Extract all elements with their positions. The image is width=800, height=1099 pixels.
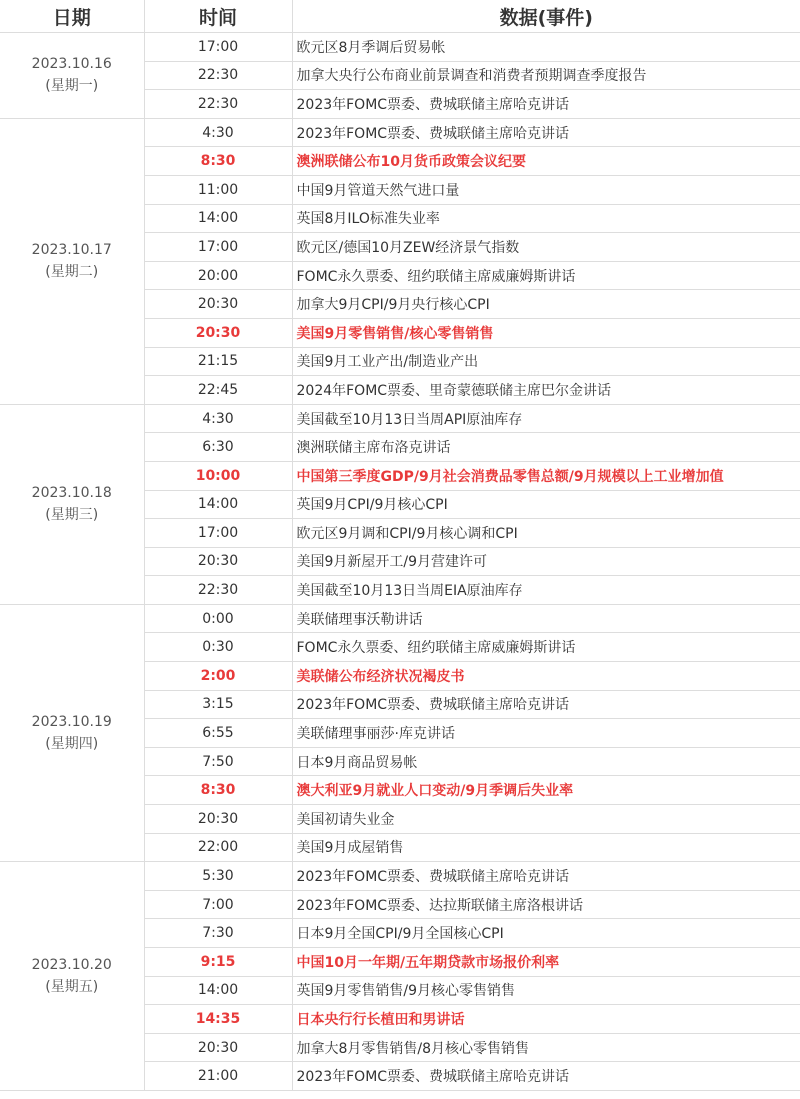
- event-cell: 中国9月管道天然气进口量: [292, 175, 800, 204]
- event-cell: 2023年FOMC票委、费城联储主席哈克讲话: [292, 862, 800, 891]
- time-cell: 7:50: [144, 747, 292, 776]
- event-cell: 美国9月零售销售/核心零售销售: [292, 318, 800, 347]
- time-cell: 21:00: [144, 1062, 292, 1091]
- event-cell: 澳洲联储主席布洛克讲话: [292, 433, 800, 462]
- time-cell: 14:00: [144, 204, 292, 233]
- time-cell: 3:15: [144, 690, 292, 719]
- date-label: 2023.10.19: [31, 714, 112, 731]
- time-cell: 0:00: [144, 604, 292, 633]
- event-cell: FOMC永久票委、纽约联储主席威廉姆斯讲话: [292, 633, 800, 662]
- date-cell: [0, 118, 144, 404]
- time-cell: 17:00: [144, 519, 292, 548]
- date-cell: [0, 604, 144, 861]
- time-cell: 11:00: [144, 175, 292, 204]
- time-column-header: 时间: [144, 0, 292, 33]
- event-cell: 日本央行行长植田和男讲话: [292, 1005, 800, 1034]
- time-cell: 17:00: [144, 33, 292, 62]
- time-cell: 21:15: [144, 347, 292, 376]
- event-cell: 加拿大央行公布商业前景调查和消费者预期调查季度报告: [292, 61, 800, 90]
- time-cell: 7:30: [144, 919, 292, 948]
- event-cell: 美联储理事沃勒讲话: [292, 604, 800, 633]
- event-cell: 加拿大8月零售销售/8月核心零售销售: [292, 1033, 800, 1062]
- time-cell: 7:00: [144, 890, 292, 919]
- event-cell: 中国10月一年期/五年期贷款市场报价利率: [292, 948, 800, 977]
- event-cell: 欧元区9月调和CPI/9月核心调和CPI: [292, 519, 800, 548]
- date-cell: [0, 862, 144, 1091]
- event-cell: 澳洲联储公布10月货币政策会议纪要: [292, 147, 800, 176]
- time-cell: 22:45: [144, 376, 292, 405]
- time-cell: 20:00: [144, 261, 292, 290]
- event-cell: 2024年FOMC票委、里奇蒙德联储主席巴尔金讲话: [292, 376, 800, 405]
- event-cell: 2023年FOMC票委、费城联储主席哈克讲话: [292, 90, 800, 119]
- header-row: [0, 0, 800, 33]
- time-cell: 17:00: [144, 233, 292, 262]
- event-cell: 2023年FOMC票委、费城联储主席哈克讲话: [292, 690, 800, 719]
- event-cell: 美国9月成屋销售: [292, 833, 800, 862]
- date-label: 2023.10.20: [31, 957, 112, 974]
- time-cell: 4:30: [144, 404, 292, 433]
- date-label: 2023.10.18: [31, 485, 112, 502]
- time-cell: 22:30: [144, 576, 292, 605]
- event-row: [0, 604, 800, 633]
- weekday-label: (星期三): [45, 507, 99, 524]
- event-cell: 澳大利亚9月就业人口变动/9月季调后失业率: [292, 776, 800, 805]
- time-cell: 4:30: [144, 118, 292, 147]
- time-cell: 20:30: [144, 1033, 292, 1062]
- time-cell: 20:30: [144, 318, 292, 347]
- event-row: [0, 404, 800, 433]
- time-cell: 20:30: [144, 805, 292, 834]
- time-cell: 14:35: [144, 1005, 292, 1034]
- time-cell: 22:30: [144, 90, 292, 119]
- event-cell: 英国9月CPI/9月核心CPI: [292, 490, 800, 519]
- event-cell: FOMC永久票委、纽约联储主席威廉姆斯讲话: [292, 261, 800, 290]
- event-cell: 欧元区/德国10月ZEW经济景气指数: [292, 233, 800, 262]
- time-cell: 2:00: [144, 662, 292, 691]
- weekday-label: (星期一): [45, 78, 99, 95]
- time-cell: 6:55: [144, 719, 292, 748]
- event-row: [0, 862, 800, 891]
- weekday-label: (星期五): [45, 979, 99, 996]
- event-cell: 中国第三季度GDP/9月社会消费品零售总额/9月规模以上工业增加值: [292, 461, 800, 490]
- event-cell: 美国9月新屋开工/9月营建许可: [292, 547, 800, 576]
- event-cell: 美联储理事丽莎·库克讲话: [292, 719, 800, 748]
- time-cell: 14:00: [144, 490, 292, 519]
- date-cell: [0, 33, 144, 119]
- event-cell: 2023年FOMC票委、达拉斯联储主席洛根讲话: [292, 890, 800, 919]
- event-row: [0, 118, 800, 147]
- event-cell: 2023年FOMC票委、费城联储主席哈克讲话: [292, 118, 800, 147]
- event-cell: 英国8月ILO标准失业率: [292, 204, 800, 233]
- date-label: 2023.10.16: [31, 56, 112, 73]
- event-cell: 英国9月零售销售/9月核心零售销售: [292, 976, 800, 1005]
- event-cell: 加拿大9月CPI/9月央行核心CPI: [292, 290, 800, 319]
- time-cell: 20:30: [144, 290, 292, 319]
- time-cell: 8:30: [144, 147, 292, 176]
- event-cell: 日本9月商品贸易帐: [292, 747, 800, 776]
- time-cell: 20:30: [144, 547, 292, 576]
- time-cell: 9:15: [144, 948, 292, 977]
- time-cell: 0:30: [144, 633, 292, 662]
- date-label: 2023.10.17: [31, 242, 112, 259]
- calendar-body: [0, 33, 800, 1091]
- time-cell: 22:00: [144, 833, 292, 862]
- event-cell: 美国初请失业金: [292, 805, 800, 834]
- time-cell: 5:30: [144, 862, 292, 891]
- time-cell: 8:30: [144, 776, 292, 805]
- event-cell: 美国9月工业产出/制造业产出: [292, 347, 800, 376]
- date-column-header: 日期: [0, 0, 144, 33]
- event-cell: 欧元区8月季调后贸易帐: [292, 33, 800, 62]
- event-cell: 美国截至10月13日当周EIA原油库存: [292, 576, 800, 605]
- event-row: [0, 33, 800, 62]
- date-cell: [0, 404, 144, 604]
- time-cell: 6:30: [144, 433, 292, 462]
- event-cell: 2023年FOMC票委、费城联储主席哈克讲话: [292, 1062, 800, 1091]
- weekday-label: (星期四): [45, 736, 99, 753]
- time-cell: 10:00: [144, 461, 292, 490]
- weekday-label: (星期二): [45, 264, 99, 281]
- time-cell: 14:00: [144, 976, 292, 1005]
- event-cell: 美国截至10月13日当周API原油库存: [292, 404, 800, 433]
- event-column-header: 数据(事件): [292, 0, 800, 33]
- event-cell: 日本9月全国CPI/9月全国核心CPI: [292, 919, 800, 948]
- time-cell: 22:30: [144, 61, 292, 90]
- event-cell: 美联储公布经济状况褐皮书: [292, 662, 800, 691]
